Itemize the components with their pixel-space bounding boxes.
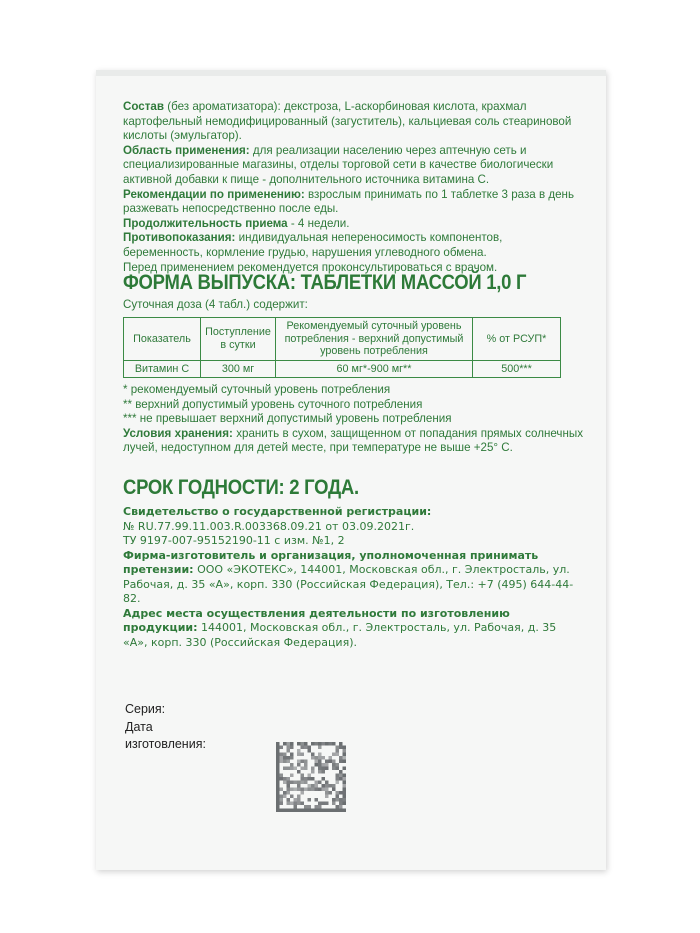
code-module xyxy=(315,809,319,813)
code-module xyxy=(297,795,301,799)
code-module xyxy=(290,753,294,757)
code-module xyxy=(322,742,326,746)
code-module xyxy=(322,767,326,771)
manufacture-date-label: изготовления: xyxy=(125,737,206,751)
series-label: Серия: xyxy=(125,702,166,716)
code-module xyxy=(325,802,329,806)
code-module xyxy=(280,802,284,806)
code-module xyxy=(343,802,347,806)
code-module xyxy=(287,767,291,771)
code-module xyxy=(276,746,280,750)
code-module xyxy=(318,746,322,750)
code-module xyxy=(283,809,287,813)
code-module xyxy=(311,756,315,760)
code-module xyxy=(301,753,305,757)
code-module xyxy=(276,781,280,785)
code-module xyxy=(311,770,315,774)
code-module xyxy=(276,767,280,771)
code-module xyxy=(283,781,287,785)
code-module xyxy=(322,809,326,813)
code-module xyxy=(287,746,291,750)
code-module xyxy=(304,809,308,813)
code-module xyxy=(297,760,301,764)
code-module xyxy=(311,753,315,757)
code-module xyxy=(290,746,294,750)
code-module xyxy=(339,760,343,764)
code-module xyxy=(287,788,291,792)
table-header-row xyxy=(124,318,561,361)
code-module xyxy=(322,756,326,760)
code-module xyxy=(304,760,308,764)
code-module xyxy=(294,781,298,785)
code-module xyxy=(343,767,347,771)
manufacturer-paragraph xyxy=(123,549,583,607)
code-module xyxy=(339,742,343,746)
code-module xyxy=(339,746,343,750)
code-module xyxy=(343,774,347,778)
code-module xyxy=(287,777,291,781)
code-module xyxy=(287,809,291,813)
code-module xyxy=(276,791,280,795)
code-module xyxy=(322,788,326,792)
code-module xyxy=(332,784,336,788)
table-header-cell: Поступление в сутки xyxy=(201,318,276,361)
code-module xyxy=(318,756,322,760)
code-module xyxy=(329,784,333,788)
code-module xyxy=(336,777,340,781)
code-module xyxy=(311,788,315,792)
table-cell: 60 мг*-900 мг** xyxy=(276,360,473,378)
production-address-text: 144001, Московская обл., г. Электросталь, ул. Рабочая, д. 35 «А», корп. 330 (Российская Федерация). xyxy=(123,621,557,649)
code-module xyxy=(315,784,319,788)
code-module xyxy=(308,749,312,753)
code-module xyxy=(276,753,280,757)
code-module xyxy=(339,791,343,795)
code-module xyxy=(297,809,301,813)
code-module xyxy=(276,795,280,799)
code-module xyxy=(339,756,343,760)
composition-paragraph xyxy=(123,100,583,144)
code-module xyxy=(343,781,347,785)
code-module xyxy=(318,767,322,771)
code-module xyxy=(329,809,333,813)
code-module xyxy=(301,777,305,781)
code-module xyxy=(325,809,329,813)
code-module xyxy=(315,756,319,760)
code-module xyxy=(276,809,280,813)
code-module xyxy=(311,767,315,771)
lower-info-block xyxy=(123,505,583,650)
code-module xyxy=(332,798,336,802)
code-module xyxy=(297,763,301,767)
code-module xyxy=(301,791,305,795)
duration-text: - 4 недели. xyxy=(287,216,350,230)
code-module xyxy=(336,809,340,813)
code-module xyxy=(325,791,329,795)
code-module xyxy=(283,791,287,795)
code-module xyxy=(325,795,329,799)
contraindications-label: Противопоказания: xyxy=(123,231,236,245)
code-module xyxy=(322,770,326,774)
code-module xyxy=(325,763,329,767)
code-module xyxy=(318,760,322,764)
code-module xyxy=(280,788,284,792)
code-module xyxy=(290,756,294,760)
code-module xyxy=(290,802,294,806)
code-module xyxy=(332,788,336,792)
code-module xyxy=(294,788,298,792)
nutrient-table xyxy=(123,317,561,378)
code-module xyxy=(290,742,294,746)
code-module xyxy=(336,763,340,767)
code-module xyxy=(287,802,291,806)
code-module xyxy=(276,770,280,774)
code-module xyxy=(297,749,301,753)
code-module xyxy=(308,746,312,750)
code-module xyxy=(294,802,298,806)
code-module xyxy=(336,749,340,753)
table-row xyxy=(124,360,561,378)
code-module xyxy=(297,781,301,785)
code-module xyxy=(294,798,298,802)
code-module xyxy=(332,753,336,757)
footnote: * рекомендуемый суточный уровень потребления xyxy=(123,383,391,396)
recommendations-paragraph xyxy=(123,188,583,217)
code-module xyxy=(308,809,312,813)
code-module xyxy=(276,742,280,746)
code-module xyxy=(339,809,343,813)
code-module xyxy=(322,763,326,767)
code-module xyxy=(332,742,336,746)
package-top-edge xyxy=(96,70,606,76)
code-module xyxy=(343,760,347,764)
code-module xyxy=(332,760,336,764)
code-module xyxy=(304,788,308,792)
code-module xyxy=(336,746,340,750)
code-module xyxy=(287,760,291,764)
code-module xyxy=(287,784,291,788)
code-module xyxy=(290,781,294,785)
code-module xyxy=(290,763,294,767)
code-module xyxy=(311,784,315,788)
code-module xyxy=(280,760,284,764)
code-module xyxy=(283,756,287,760)
duration-label: Продолжительность приема xyxy=(123,216,288,230)
code-module xyxy=(336,753,340,757)
code-module xyxy=(318,781,322,785)
code-module xyxy=(304,763,308,767)
code-module xyxy=(287,756,291,760)
code-module xyxy=(343,756,347,760)
code-module xyxy=(315,763,319,767)
code-module xyxy=(325,742,329,746)
daily-dose-caption: Суточная доза (4 табл.) содержит: xyxy=(123,298,308,311)
code-module xyxy=(329,791,333,795)
code-module xyxy=(276,749,280,753)
code-module xyxy=(343,798,347,802)
code-module xyxy=(308,784,312,788)
storage-text: хранить в сухом, защищенном от попадания прямых солнечных лучей, недоступном для детей месте, при температуре не выше +25° С. xyxy=(123,426,583,455)
code-module xyxy=(280,809,284,813)
code-module xyxy=(276,763,280,767)
shelf-life-title: СРОК ГОДНОСТИ: 2 ГОДА. xyxy=(123,476,359,499)
code-module xyxy=(290,767,294,771)
code-module xyxy=(287,798,291,802)
composition-text: (без ароматизатора): декстроза, L-аскорбиновая кислота, крахмал картофельный немодифицированный (загуститель), кальциевая соль стеариновой кислоты (эмульгатор). xyxy=(123,100,572,143)
table-cell: 500*** xyxy=(473,360,561,378)
code-module xyxy=(283,753,287,757)
code-module xyxy=(325,784,329,788)
code-module xyxy=(339,777,343,781)
technical-spec: ТУ 9197-007-95152190-11 с изм. №1, 2 xyxy=(123,534,345,547)
footnote: ** верхний допустимый уровень суточного потребления xyxy=(123,397,423,411)
code-module xyxy=(301,760,305,764)
code-module xyxy=(336,774,340,778)
code-module xyxy=(276,760,280,764)
code-module xyxy=(290,809,294,813)
code-module xyxy=(294,767,298,771)
code-module xyxy=(297,788,301,792)
code-module xyxy=(329,742,333,746)
datamatrix-code xyxy=(276,742,346,812)
registration-label: Свидетельство о государственной регистрации: xyxy=(123,505,432,518)
code-module xyxy=(322,777,326,781)
code-module xyxy=(276,805,280,809)
code-module xyxy=(318,770,322,774)
code-module xyxy=(280,746,284,750)
code-module xyxy=(280,753,284,757)
code-module xyxy=(287,742,291,746)
date-label: Дата xyxy=(125,719,153,734)
code-module xyxy=(304,767,308,771)
code-module xyxy=(343,791,347,795)
code-module xyxy=(280,756,284,760)
table-header-cell: % от РСУП* xyxy=(473,318,561,361)
code-module xyxy=(304,746,308,750)
code-module xyxy=(301,809,305,813)
code-module xyxy=(336,805,340,809)
code-module xyxy=(304,781,308,785)
storage-label: Условия хранения: xyxy=(123,426,233,440)
code-module xyxy=(339,770,343,774)
contraindications-text: индивидуальная непереносимость компонентов, беременность, кормление грудью, нарушения углеводного обмена. xyxy=(123,231,503,259)
code-module xyxy=(332,767,336,771)
application-text: для реализации населению через аптечную сеть и специализированные магазины, отделы торговой сети в качестве биологически активной добавки к пище - дополнительного источника витамина С. xyxy=(123,143,554,186)
footnotes-block xyxy=(123,383,583,456)
table-header-cell: Показатель xyxy=(124,318,201,361)
code-module xyxy=(315,781,319,785)
code-module xyxy=(301,774,305,778)
code-module xyxy=(304,777,308,781)
code-module xyxy=(301,742,305,746)
code-module xyxy=(318,805,322,809)
code-module xyxy=(308,805,312,809)
batch-info xyxy=(125,701,585,754)
table-cell: Витамин С xyxy=(124,360,201,378)
code-module xyxy=(308,788,312,792)
form-title: ФОРМА ВЫПУСКА: ТАБЛЕТКИ МАССОЙ 1,0 Г xyxy=(123,271,527,294)
code-module xyxy=(297,753,301,757)
code-module xyxy=(276,756,280,760)
code-module xyxy=(280,795,284,799)
code-module xyxy=(325,788,329,792)
code-module xyxy=(294,809,298,813)
code-module xyxy=(339,774,343,778)
code-module xyxy=(325,767,329,771)
code-module xyxy=(339,805,343,809)
code-module xyxy=(297,802,301,806)
code-module xyxy=(318,802,322,806)
code-module xyxy=(290,774,294,778)
code-module xyxy=(297,770,301,774)
code-module xyxy=(283,767,287,771)
table-header-cell: Рекомендуемый суточный уровень потребления - верхний допустимый уровень потребления xyxy=(276,318,473,361)
code-module xyxy=(276,774,280,778)
code-module xyxy=(336,791,340,795)
code-module xyxy=(315,798,319,802)
code-module xyxy=(315,742,319,746)
code-module xyxy=(283,795,287,799)
code-module xyxy=(329,756,333,760)
code-module xyxy=(301,746,305,750)
code-module xyxy=(325,781,329,785)
code-module xyxy=(308,777,312,781)
code-module xyxy=(311,742,315,746)
code-module xyxy=(297,742,301,746)
manufacturer-text: ООО «ЭКОТЕКС», 144001, Московская обл., г. Электросталь, ул. Рабочая, д. 35 «А», корп. 330 (Российская Федерация), Тел.: +7 (495) 644-44-82. xyxy=(123,563,574,605)
code-module xyxy=(336,767,340,771)
code-module xyxy=(322,784,326,788)
code-module xyxy=(304,742,308,746)
footnote: *** не превышает верхний допустимый уровень потребления xyxy=(123,412,452,426)
code-module xyxy=(315,760,319,764)
code-module xyxy=(311,809,315,813)
code-module xyxy=(311,777,315,781)
production-address-paragraph xyxy=(123,607,583,651)
production-address-label: Адрес места осуществления деятельности по изготовлению продукции: xyxy=(123,606,510,634)
code-module xyxy=(343,784,347,788)
code-module xyxy=(301,767,305,771)
code-module xyxy=(287,791,291,795)
code-module xyxy=(332,763,336,767)
code-module xyxy=(280,774,284,778)
code-module xyxy=(336,781,340,785)
application-label: Область применения: xyxy=(123,143,250,157)
code-module xyxy=(287,781,291,785)
code-module xyxy=(339,802,343,806)
application-paragraph xyxy=(123,144,583,188)
code-module xyxy=(318,763,322,767)
code-module xyxy=(343,777,347,781)
code-module xyxy=(318,788,322,792)
code-module xyxy=(301,788,305,792)
storage-paragraph xyxy=(123,427,583,456)
code-module xyxy=(315,805,319,809)
code-module xyxy=(276,777,280,781)
recommendations-label: Рекомендации по применению: xyxy=(123,187,305,201)
code-module xyxy=(290,795,294,799)
manufacturer-label: Фирма-изготовитель и организация, уполномоченная принимать претензии: xyxy=(123,548,539,576)
code-module xyxy=(336,798,340,802)
code-module xyxy=(283,777,287,781)
code-module xyxy=(332,802,336,806)
upper-info-block xyxy=(123,100,583,275)
doctor-note: Перед применением рекомендуется проконсультироваться с врачом. xyxy=(123,260,498,274)
code-module xyxy=(276,788,280,792)
code-module xyxy=(343,746,347,750)
code-module xyxy=(294,805,298,809)
table-cell: 300 мг xyxy=(201,360,276,378)
code-module xyxy=(339,798,343,802)
code-module xyxy=(343,749,347,753)
code-module xyxy=(318,753,322,757)
code-module xyxy=(297,784,301,788)
code-module xyxy=(325,760,329,764)
code-module xyxy=(332,809,336,813)
code-module xyxy=(280,798,284,802)
code-module xyxy=(343,795,347,799)
code-module xyxy=(318,809,322,813)
code-module xyxy=(276,802,280,806)
composition-label: Состав xyxy=(123,100,165,113)
code-module xyxy=(318,742,322,746)
code-module xyxy=(301,781,305,785)
contraindications-paragraph xyxy=(123,231,583,260)
code-module xyxy=(297,798,301,802)
code-module xyxy=(343,753,347,757)
code-module xyxy=(276,798,280,802)
code-module xyxy=(308,798,312,802)
code-module xyxy=(283,760,287,764)
code-module xyxy=(301,802,305,806)
duration-paragraph xyxy=(123,217,583,232)
code-module xyxy=(336,795,340,799)
code-module xyxy=(329,760,333,764)
code-module xyxy=(290,788,294,792)
code-module xyxy=(280,777,284,781)
code-module xyxy=(343,809,347,813)
code-module xyxy=(343,788,347,792)
registration-number: № RU.77.99.11.003.R.003368.09.21 от 03.09.2021г. xyxy=(123,519,415,533)
code-module xyxy=(308,774,312,778)
code-module xyxy=(283,742,287,746)
recommendations-text: взрослым принимать по 1 таблетке 3 раза в день разжевать непосредственно после еды. xyxy=(123,187,574,216)
code-module xyxy=(287,749,291,753)
code-module xyxy=(315,788,319,792)
code-module xyxy=(304,805,308,809)
code-module xyxy=(322,802,326,806)
code-module xyxy=(276,784,280,788)
